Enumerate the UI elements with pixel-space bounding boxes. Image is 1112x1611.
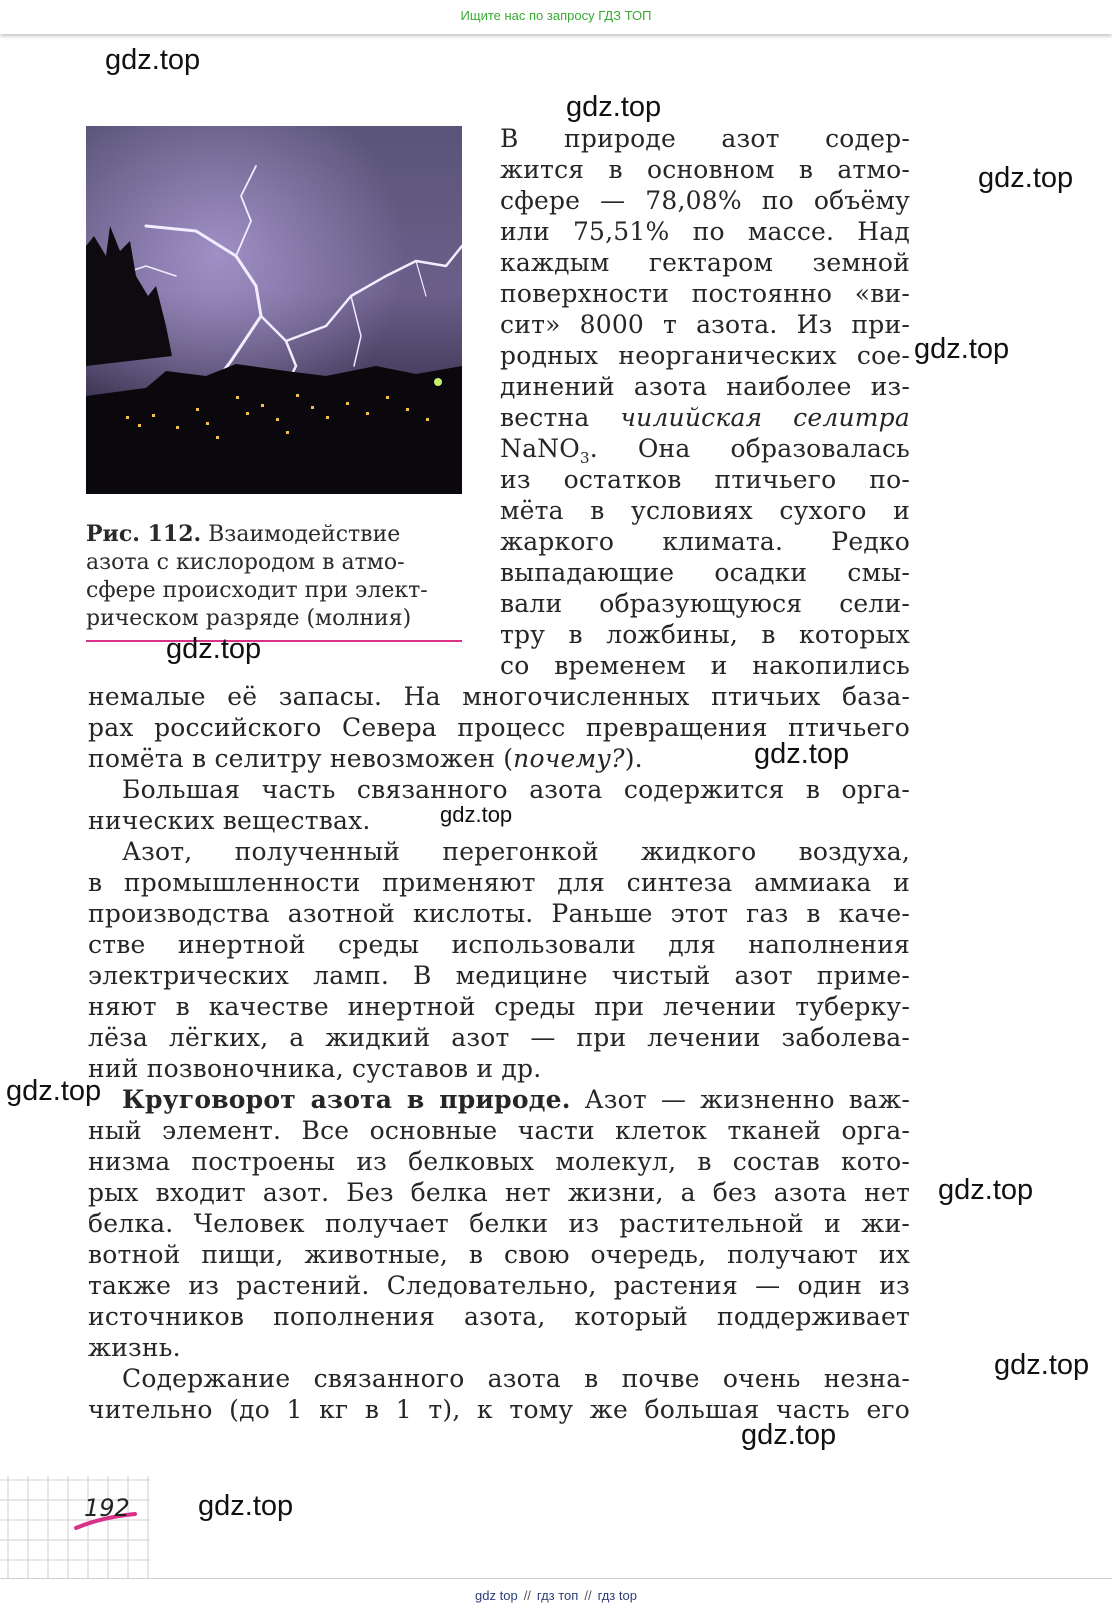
caption-line: рическом разряде (молния) bbox=[86, 606, 412, 631]
text-fragment: Азот — жизненно важ- bbox=[584, 1085, 910, 1114]
text-line: немалые её запасы. На многочисленных птичьих база- bbox=[88, 682, 910, 711]
watermark: gdz.top bbox=[914, 333, 1010, 365]
text-line: В природе азот содер- bbox=[500, 124, 910, 153]
text-fragment: помёта в селитру невозможен ( bbox=[88, 744, 514, 773]
text-line: сфере — 78,08% по объёму bbox=[500, 186, 910, 215]
text-line: вали образующуюся сели- bbox=[500, 589, 910, 618]
watermark: gdz.top bbox=[938, 1174, 1034, 1206]
watermark: gdz.top bbox=[6, 1075, 102, 1107]
text-line: производства азотной кислоты. Раньше этот газ в каче- bbox=[88, 899, 910, 928]
text-line: низма построены из белковых молекул, в состав кото- bbox=[88, 1147, 910, 1176]
text-line: жаркого климата. Редко bbox=[500, 527, 910, 556]
text-line: из остатков птичьего по- bbox=[500, 465, 910, 494]
text-line bbox=[122, 1085, 910, 1114]
caption-line: азота с кислородом в атмо- bbox=[86, 550, 405, 575]
text-line: родных неорганических сое- bbox=[500, 341, 910, 370]
text-line: выпадающие осадки смы- bbox=[500, 558, 910, 587]
text-line: со временем и накопились bbox=[500, 651, 910, 680]
text-line: Азот, полученный перегонкой жидкого воздуха, bbox=[122, 837, 910, 866]
caption-underline bbox=[86, 640, 462, 642]
text-line: тру в ложбины, в которых bbox=[500, 620, 910, 649]
text-line: в промышленности применяют для синтеза аммиака и bbox=[88, 868, 910, 897]
text-line: источников пополнения азота, который поддерживает bbox=[88, 1302, 910, 1331]
text-line: вотной пищи, животные, в свою очередь, получают их bbox=[88, 1240, 910, 1269]
caption-text: Взаимодействие bbox=[208, 522, 401, 547]
formula-subscript: 3 bbox=[579, 449, 590, 467]
text-line: электрических ламп. В медицине чистый азот приме- bbox=[88, 961, 910, 990]
top-banner-text[interactable]: Ищите нас по запросу ГДЗ ТОП bbox=[460, 8, 652, 23]
watermark: gdz.top bbox=[198, 1490, 294, 1522]
bottom-bar bbox=[0, 1578, 1112, 1611]
text-line: ный элемент. Все основные части клеток тканей орга- bbox=[88, 1116, 910, 1145]
text-line: лёза лёгких, а жидкий азот — при лечении заболева- bbox=[88, 1023, 910, 1052]
watermark: gdz.top bbox=[166, 633, 262, 665]
watermark: gdz.top bbox=[566, 91, 662, 123]
text-line: динений азота наиболее из- bbox=[500, 372, 910, 401]
footer-separator: // bbox=[584, 1588, 592, 1603]
formula bbox=[500, 434, 590, 467]
text-fragment: . Она образовалась bbox=[589, 434, 910, 463]
footer-link-gdz-top-mixed[interactable]: гдз top bbox=[597, 1588, 637, 1603]
watermark: gdz.top bbox=[994, 1349, 1090, 1381]
watermark: gdz.top bbox=[754, 738, 850, 770]
text-line: нических веществах. bbox=[88, 806, 371, 835]
caption-line bbox=[86, 520, 464, 549]
text-line: жится в основном в атмо- bbox=[500, 155, 910, 184]
caption-label: Рис. 112. bbox=[86, 521, 202, 547]
text-line: сит» 8000 т азота. Из при- bbox=[500, 310, 910, 339]
footer-links bbox=[475, 1588, 637, 1603]
text-line bbox=[500, 434, 910, 467]
text-line: также из растений. Следовательно, растения — один из bbox=[88, 1271, 910, 1300]
footer-link-gdz-top-ru[interactable]: гдз топ bbox=[536, 1588, 579, 1603]
watermark: gdz.top bbox=[105, 44, 201, 76]
section-heading: Круговорот азота в природе. bbox=[122, 1085, 571, 1114]
text-line: каждым гектаром земной bbox=[500, 248, 910, 277]
top-banner bbox=[0, 0, 1112, 34]
text-line: белка. Человек получает белки из растительной и жи- bbox=[88, 1209, 910, 1238]
text-fragment: вестна bbox=[500, 403, 590, 432]
lightning-photo bbox=[86, 126, 462, 494]
text-line: ний позвоночника, суставов и др. bbox=[88, 1054, 542, 1083]
text-line bbox=[500, 403, 910, 432]
text-line: Содержание связанного азота в почве очень незна- bbox=[122, 1364, 910, 1393]
text-line: рых входит азот. Без белка нет жизни, а без азота нет bbox=[88, 1178, 910, 1207]
watermark: gdz.top bbox=[978, 162, 1074, 194]
formula-base: NaNO bbox=[500, 434, 580, 463]
text-line: жизнь. bbox=[88, 1333, 181, 1362]
text-line: стве инертной среды использовали для наполнения bbox=[88, 930, 910, 959]
text-line: рах российского Севера процесс превращения птичьего bbox=[88, 713, 910, 742]
text-line: няют в качестве инертной среды при лечении туберку- bbox=[88, 992, 910, 1021]
text-fragment: ). bbox=[624, 744, 643, 773]
caption-line: сфере происходит при элект- bbox=[86, 578, 428, 603]
question-why: почему? bbox=[513, 744, 625, 773]
lightning-photo-icon bbox=[86, 126, 462, 494]
page-number: 192 bbox=[84, 1494, 130, 1522]
watermark: gdz.top bbox=[440, 802, 513, 827]
page-corner-grid bbox=[0, 1476, 150, 1578]
watermark: gdz.top bbox=[741, 1419, 837, 1451]
text-line: поверхности постоянно «ви- bbox=[500, 279, 910, 308]
text-line: или 75,51% по массе. Над bbox=[500, 217, 910, 246]
text-line: Большая часть связанного азота содержится в орга- bbox=[122, 775, 910, 804]
footer-link-gdz-top[interactable]: gdz top bbox=[475, 1588, 518, 1603]
term-chile-saltpeter: чилийская селитра bbox=[620, 403, 910, 432]
figure-caption bbox=[86, 520, 464, 633]
text-line: мёта в условиях сухого и bbox=[500, 496, 910, 525]
footer-separator: // bbox=[523, 1588, 531, 1603]
text-line: чительно (до 1 кг в 1 т), к тому же большая часть его bbox=[88, 1395, 910, 1424]
